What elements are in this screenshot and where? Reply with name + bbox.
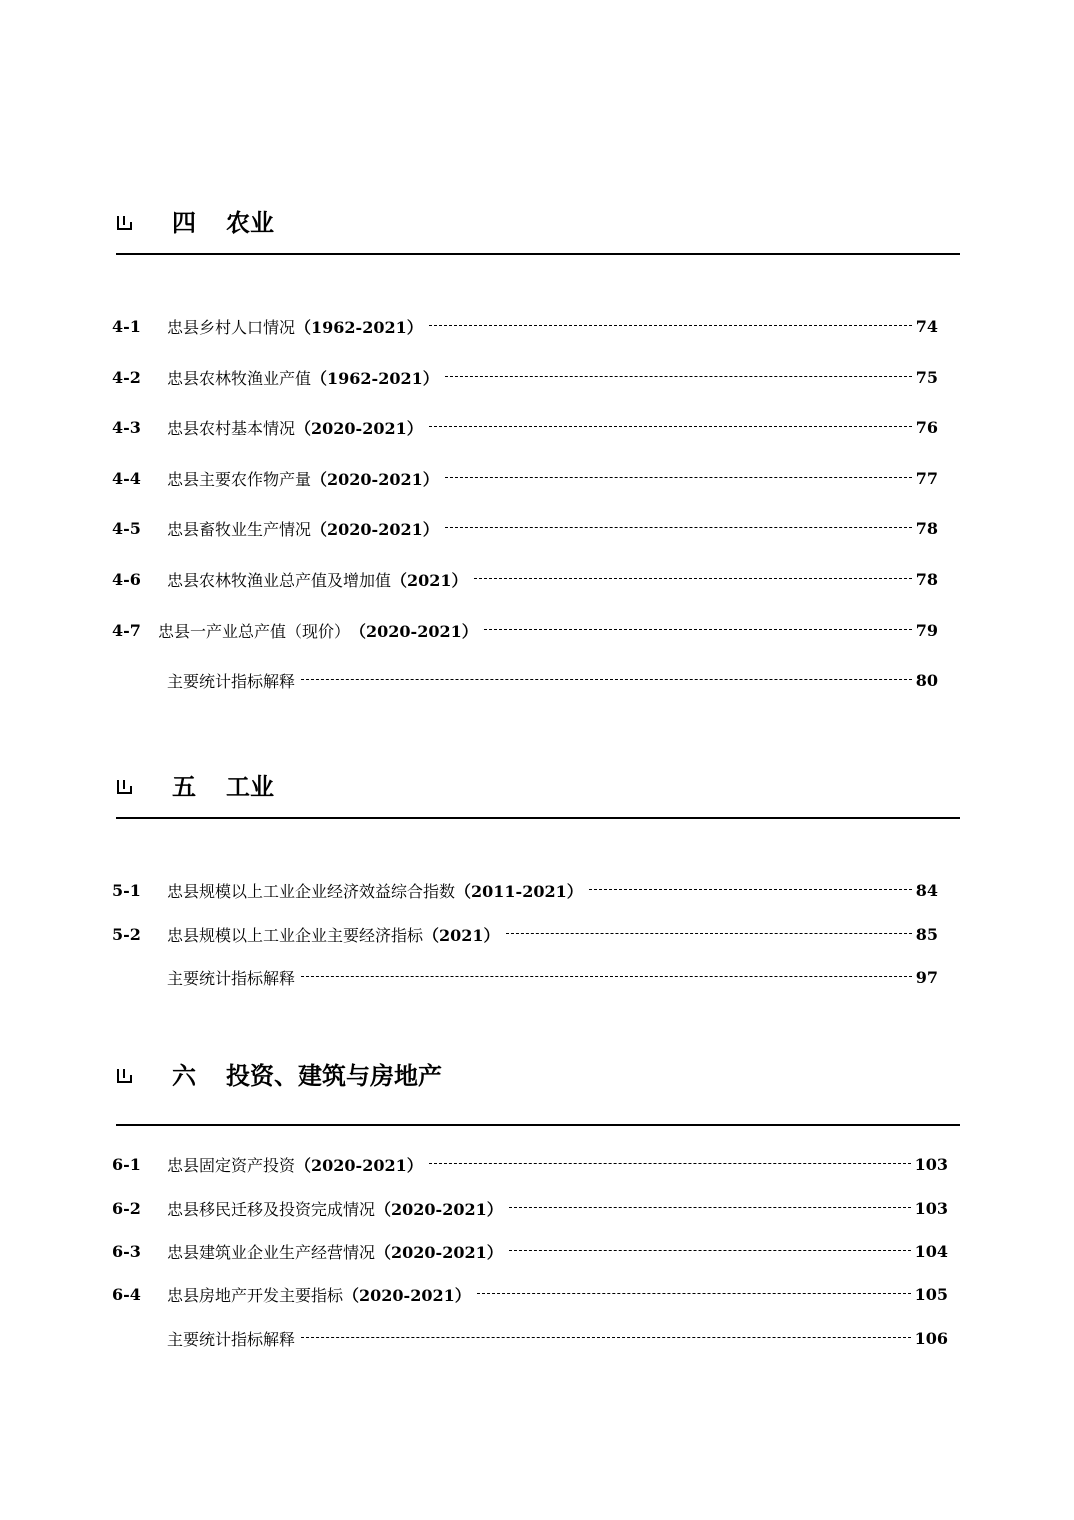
- toc-leader-dashes: [506, 933, 912, 935]
- toc-entry-code: 5-2: [112, 924, 141, 944]
- section-rule: [116, 1124, 960, 1126]
- toc-leader-dashes: [301, 679, 912, 681]
- toc-leader-dashes: [301, 1337, 911, 1339]
- toc-entry-code: 6-1: [112, 1154, 141, 1174]
- section-rule: [116, 817, 960, 819]
- toc-entry[interactable]: [112, 567, 938, 591]
- section-title: 农业: [226, 209, 274, 237]
- toc-entry-years: （2021）: [423, 925, 500, 945]
- section-header: [116, 770, 960, 810]
- toc-entry-page: 84: [915, 880, 938, 900]
- toc-entry[interactable]: [112, 365, 938, 389]
- toc-entry-page: 75: [915, 367, 938, 387]
- toc-entry-page: 104: [914, 1241, 948, 1261]
- toc-leader-dashes: [301, 976, 912, 978]
- section-bullet-icon: [116, 1067, 134, 1085]
- toc-entry-code: 4-7: [112, 620, 141, 640]
- toc-entry-years: （2020-2021）: [350, 621, 478, 641]
- toc-entry[interactable]: [112, 466, 938, 490]
- toc-entry-years: （1962-2021）: [311, 368, 439, 388]
- toc-entry-page: 105: [914, 1284, 948, 1304]
- toc-leader-dashes: [445, 527, 912, 529]
- toc-entry-title: 主要统计指标解释: [167, 968, 296, 988]
- toc-entry-code: 4-3: [112, 417, 141, 437]
- toc-entry[interactable]: [112, 1152, 948, 1176]
- toc-entry-title: 忠县房地产开发主要指标: [167, 1285, 344, 1305]
- toc-entry[interactable]: [112, 1196, 948, 1220]
- toc-entry-page: 78: [915, 518, 938, 538]
- toc-entry-years: （2020-2021）: [375, 1242, 503, 1262]
- toc-entry-title: 忠县一产业总产值（现价）: [158, 621, 351, 641]
- toc-entry-code: 4-2: [112, 367, 141, 387]
- toc-entry-years: （2020-2021）: [311, 519, 439, 539]
- toc-entry-title: 主要统计指标解释: [167, 1329, 296, 1349]
- toc-leader-dashes: [445, 477, 912, 479]
- toc-entry-code: 4-1: [112, 316, 141, 336]
- toc-leader-dashes: [509, 1207, 911, 1209]
- toc-leader-dashes: [445, 376, 912, 378]
- toc-entry-title: 忠县移民迁移及投资完成情况: [167, 1199, 376, 1219]
- toc-entry-title: 忠县农村基本情况: [167, 418, 296, 438]
- toc-entry[interactable]: [112, 314, 938, 338]
- toc-entry-page: 103: [914, 1154, 948, 1174]
- toc-leader-dashes: [429, 426, 912, 428]
- toc-entry-page: 80: [915, 670, 938, 690]
- section-title: 投资、建筑与房地产: [226, 1062, 442, 1090]
- section-header: [116, 206, 960, 246]
- toc-entry-code: 6-2: [112, 1198, 141, 1218]
- toc-leader-dashes: [477, 1293, 911, 1295]
- toc-entry[interactable]: [112, 1326, 948, 1350]
- toc-entry-code: 4-5: [112, 518, 141, 538]
- toc-leader-dashes: [484, 629, 912, 631]
- section-bullet-icon: [116, 214, 134, 232]
- toc-entry[interactable]: [112, 415, 938, 439]
- section-title: 工业: [226, 773, 274, 801]
- toc-entry-page: 76: [915, 417, 938, 437]
- toc-entry[interactable]: [112, 516, 938, 540]
- toc-entry-years: （2011-2021）: [455, 881, 583, 901]
- toc-entry-code: 5-1: [112, 880, 141, 900]
- toc-entry-title: 忠县乡村人口情况: [167, 317, 296, 337]
- toc-entry[interactable]: [112, 878, 938, 902]
- toc-entry-page: 74: [915, 316, 938, 336]
- toc-entry-years: （2020-2021）: [375, 1199, 503, 1219]
- toc-leader-dashes: [509, 1250, 911, 1252]
- toc-entry-page: 79: [915, 620, 938, 640]
- toc-entry-page: 97: [915, 967, 938, 987]
- toc-entry-title: 忠县农林牧渔业总产值及增加值: [167, 570, 392, 590]
- section-number: 四: [172, 209, 196, 237]
- toc-entry-code: 4-4: [112, 468, 141, 488]
- toc-entry[interactable]: [112, 965, 938, 989]
- section-number: 五: [172, 773, 196, 801]
- toc-entry-title: 忠县固定资产投资: [167, 1155, 296, 1175]
- section-header: [116, 1059, 960, 1099]
- toc-entry-years: （2021）: [391, 570, 468, 590]
- section-bullet-icon: [116, 778, 134, 796]
- toc-entry-years: （1962-2021）: [295, 317, 423, 337]
- toc-entry-page: 106: [914, 1328, 948, 1348]
- toc-entry-code: 6-4: [112, 1284, 141, 1304]
- toc-leader-dashes: [589, 889, 912, 891]
- toc-entry-title: 忠县畜牧业生产情况: [167, 519, 312, 539]
- toc-leader-dashes: [429, 325, 912, 327]
- toc-entry[interactable]: [112, 922, 938, 946]
- toc-entry-code: 4-6: [112, 569, 141, 589]
- toc-entry-title: 忠县建筑业企业生产经营情况: [167, 1242, 376, 1262]
- toc-entry-title: 忠县主要农作物产量: [167, 469, 312, 489]
- toc-entry-title: 忠县规模以上工业企业主要经济指标: [167, 925, 424, 945]
- toc-entry-page: 103: [914, 1198, 948, 1218]
- toc-entry[interactable]: [112, 618, 938, 642]
- toc-entry-page: 77: [915, 468, 938, 488]
- toc-entry-code: 6-3: [112, 1241, 141, 1261]
- toc-entry-years: （2020-2021）: [343, 1285, 471, 1305]
- toc-entry-page: 78: [915, 569, 938, 589]
- toc-entry[interactable]: [112, 668, 938, 692]
- toc-entry-title: 主要统计指标解释: [167, 671, 296, 691]
- toc-leader-dashes: [429, 1163, 911, 1165]
- toc-entry-title: 忠县规模以上工业企业经济效益综合指数: [167, 881, 456, 901]
- toc-entry[interactable]: [112, 1239, 948, 1263]
- toc-entry-years: （2020-2021）: [295, 1155, 423, 1175]
- toc-entry-years: （2020-2021）: [295, 418, 423, 438]
- toc-entry[interactable]: [112, 1282, 948, 1306]
- section-rule: [116, 253, 960, 255]
- section-number: 六: [172, 1062, 196, 1090]
- toc-entry-title: 忠县农林牧渔业产值: [167, 368, 312, 388]
- toc-leader-dashes: [474, 578, 912, 580]
- toc-entry-page: 85: [915, 924, 938, 944]
- toc-entry-years: （2020-2021）: [311, 469, 439, 489]
